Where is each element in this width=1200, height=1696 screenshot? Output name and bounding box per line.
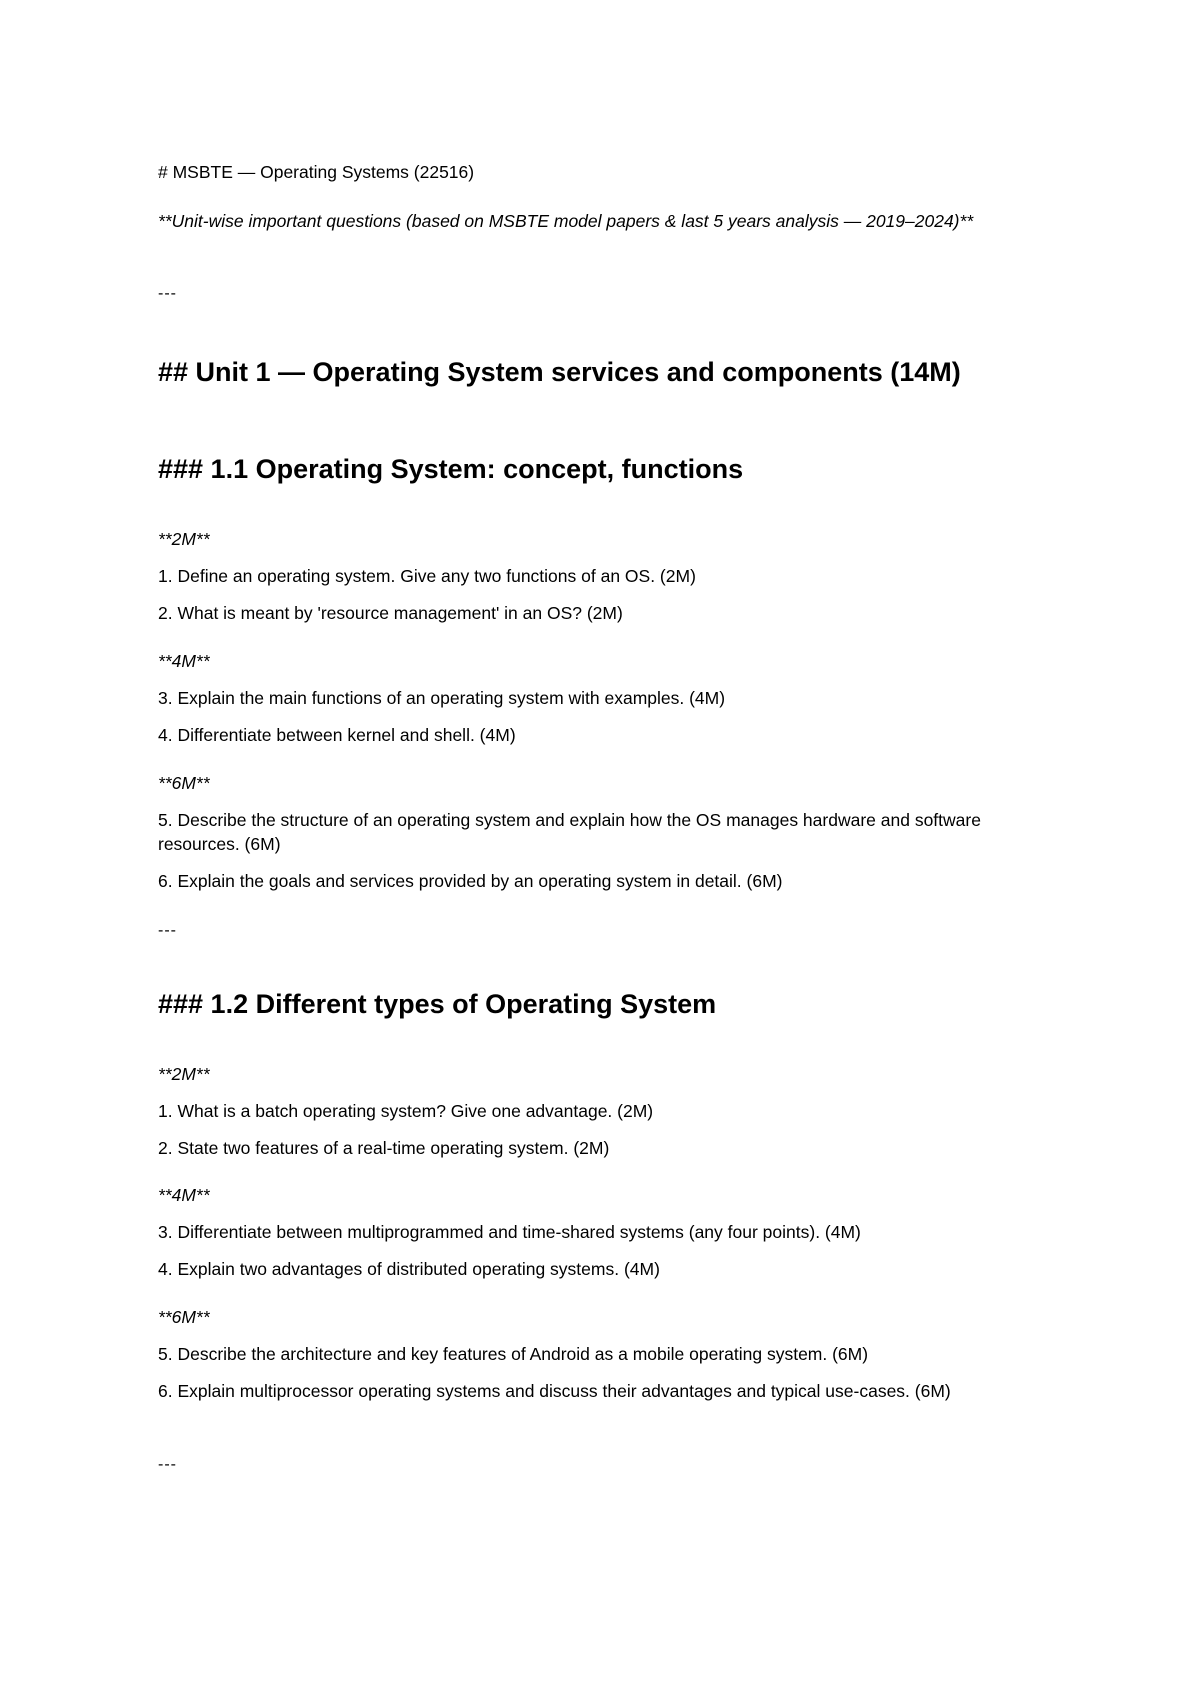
section-heading-1-1: ### 1.1 Operating System: concept, functions bbox=[158, 454, 744, 484]
question-item: 4. Explain two advantages of distributed operating systems. (4M) bbox=[158, 1259, 660, 1279]
marks-label-2m: **2M** bbox=[158, 529, 210, 549]
question-item: 2. What is meant by 'resource management' in an OS? (2M) bbox=[158, 603, 623, 623]
question-item: 1. Define an operating system. Give any two functions of an OS. (2M) bbox=[158, 566, 696, 586]
marks-label-6m: **6M** bbox=[158, 773, 210, 793]
question-item: 3. Explain the main functions of an operating system with examples. (4M) bbox=[158, 688, 726, 708]
question-item: 6. Explain the goals and services provided by an operating system in detail. (6M) bbox=[158, 871, 783, 891]
question-item: 5. Describe the architecture and key features of Android as a mobile operating system. (6M) bbox=[158, 1344, 869, 1364]
question-item: 1. What is a batch operating system? Give one advantage. (2M) bbox=[158, 1101, 654, 1121]
horizontal-rule: --- bbox=[158, 285, 177, 302]
document-title: # MSBTE — Operating Systems (22516) bbox=[158, 162, 475, 182]
unit-heading: ## Unit 1 — Operating System services and components (14M) bbox=[158, 357, 961, 387]
question-item: 2. State two features of a real-time operating system. (2M) bbox=[158, 1138, 610, 1158]
horizontal-rule: --- bbox=[158, 922, 177, 939]
question-item: 3. Differentiate between multiprogrammed and time-shared systems (any four points). (4M) bbox=[158, 1222, 861, 1242]
marks-label-4m: **4M** bbox=[158, 1185, 210, 1205]
section-heading-1-2: ### 1.2 Different types of Operating System bbox=[158, 989, 717, 1019]
marks-label-2m: **2M** bbox=[158, 1064, 210, 1084]
marks-label-4m: **4M** bbox=[158, 651, 210, 671]
question-item: 4. Differentiate between kernel and shell. (4M) bbox=[158, 725, 516, 745]
horizontal-rule: --- bbox=[158, 1456, 177, 1473]
question-item: 6. Explain multiprocessor operating systems and discuss their advantages and typical use-cases. (6M) bbox=[158, 1381, 951, 1401]
marks-label-6m: **6M** bbox=[158, 1307, 210, 1327]
document-subtitle: **Unit-wise important questions (based on MSBTE model papers & last 5 years analysis — 2019–2024)** bbox=[158, 211, 974, 231]
question-item: 5. Describe the structure of an operating system and explain how the OS manages hardware and software resources. (6M) bbox=[158, 810, 981, 854]
